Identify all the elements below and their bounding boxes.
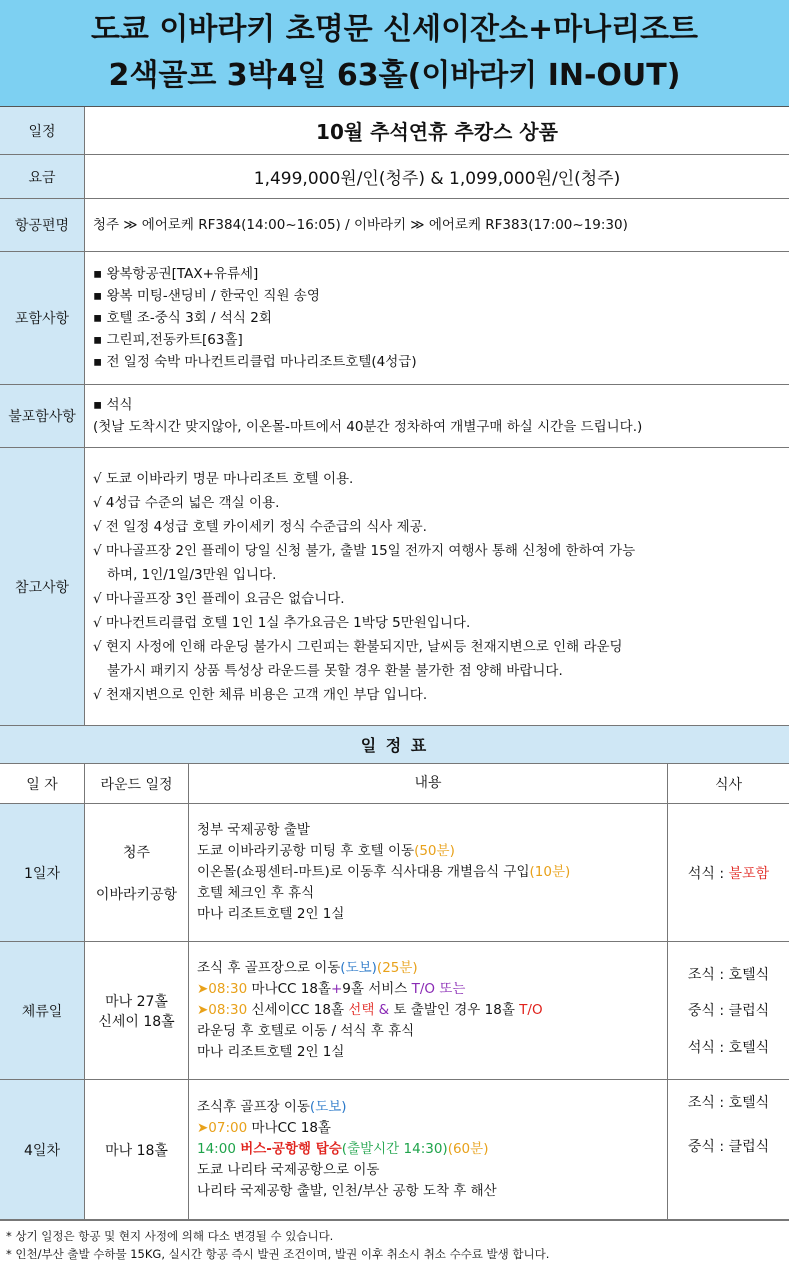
schedule-table-header: 일 정 표 (0, 726, 789, 764)
list-item: ▪ 그린피,전동카트[63홀] (93, 332, 243, 348)
round-text: 마나 18홀 (105, 1142, 168, 1159)
schedule-label: 일정 (0, 107, 85, 154)
schedule-columns (0, 764, 789, 804)
title-line-2: 2색골프 3박4일 63홀(이바라키 IN-OUT) (108, 58, 681, 93)
meal-cell: 석식 : 불포함 (687, 865, 770, 882)
list-item: √ 현지 사정에 인해 라운딩 불가시 그린피는 환불되지만, 날씨등 천재지변으로 인해 라운딩 (93, 638, 623, 655)
price-label: 요금 (0, 155, 85, 198)
itinerary-line: 이온몰(쇼핑센터-마트)로 이동후 식사대용 개별음식 구입(10분) (197, 864, 571, 880)
price-value: 1,499,000원/인(청주) & 1,099,000원/인(청주) (253, 169, 621, 189)
itinerary-line: ➤07:00 마나CC 18홀 (197, 1120, 331, 1136)
table-row (0, 1080, 789, 1220)
itinerary-line: 호텔 체크인 후 휴식 (197, 885, 315, 901)
notes-row (0, 448, 789, 726)
schedule-value: 10월 추석연휴 추캉스 상품 (316, 120, 558, 144)
itinerary-line: 마나 리조트호텔 2인 1실 (197, 1044, 345, 1060)
flight-value: 청주 ≫ 에어로케 RF384(14:00~16:05) / 이바라키 ≫ 에어로케 RF383(17:00~19:30) (93, 217, 628, 233)
list-item: (첫날 도착시간 맞지않아, 이온몰-마트에서 40분간 정차하여 개별구매 하실 시간을 드립니다.) (93, 419, 643, 435)
list-item: ▪ 왕복항공권[TAX+유류세] (93, 266, 259, 282)
itinerary-line: 조식후 골프장 이동(도보) (197, 1099, 347, 1115)
itinerary-line: 라운딩 후 호텔로 이동 / 석식 후 휴식 (197, 1023, 415, 1039)
day-label: 4일차 (0, 1080, 85, 1219)
title-line-1: 도쿄 이바라키 초명문 신세이잔소+마나리조트 (90, 12, 699, 47)
itinerary-line: 마나 리조트호텔 2인 1실 (197, 906, 345, 922)
price-row (0, 155, 789, 199)
list-item: ▪ 전 일정 숙박 마나컨트리클럽 마나리조트호텔(4성급) (93, 354, 417, 370)
list-item: √ 마나골프장 3인 플레이 요금은 없습니다. (93, 590, 345, 607)
itinerary-line: 14:00 버스-공항행 탑승(출발시간 14:30)(60분) (197, 1141, 489, 1157)
column-header: 일 자 (0, 764, 85, 803)
itinerary-line: 청부 국제공항 출발 (197, 822, 310, 838)
excluded-label: 불포함사항 (0, 385, 85, 447)
list-item: ▪ 석식 (93, 397, 133, 413)
meal-cell: 조식 : 호텔식 중식 : 클럽식 (687, 1095, 770, 1155)
flight-label: 항공편명 (0, 199, 85, 251)
footer-notes (0, 1220, 789, 1269)
table-row (0, 804, 789, 942)
notes-label: 참고사항 (0, 448, 85, 725)
flight-row (0, 199, 789, 252)
page-title (0, 0, 789, 107)
day-label: 1일자 (0, 804, 85, 941)
round-text: 이바라키공항 (95, 886, 178, 903)
itinerary-line: ➤08:30 신세이CC 18홀 선택 & 토 출발인 경우 18홀 T/O (197, 1002, 543, 1018)
excluded-row (0, 385, 789, 448)
meal-cell: 조식 : 호텔식 중식 : 클럽식 석식 : 호텔식 (687, 967, 770, 1056)
list-item: √ 마나골프장 2인 플레이 당일 신청 불가, 출발 15일 전까지 여행사 통해 신청에 한하여 가능 (93, 542, 636, 559)
list-item: √ 마나컨트리클럽 호텔 1인 1실 추가요금은 1박당 5만원입니다. (93, 614, 471, 631)
list-item: √ 도쿄 이바라키 명문 마나리조트 호텔 이용. (93, 470, 354, 487)
list-item: 불가시 패키지 상품 특성상 라운드를 못할 경우 환불 불가한 점 양해 바랍니다. (107, 662, 563, 679)
column-header: 식사 (714, 776, 743, 793)
table-row (0, 942, 789, 1080)
itinerary-line: 도쿄 나리타 국제공항으로 이동 (197, 1162, 380, 1178)
column-header: 내용 (189, 764, 668, 803)
list-item: ▪ 호텔 조-중식 3회 / 석식 2회 (93, 310, 272, 326)
column-header: 라운드 일정 (85, 764, 189, 803)
round-text: 신세이 18홀 (98, 1013, 175, 1030)
list-item: √ 4성급 수준의 넓은 객실 이용. (93, 494, 280, 511)
round-text: 청주 (122, 844, 151, 861)
list-item: √ 천재지변으로 인한 체류 비용은 고객 개인 부담 입니다. (93, 686, 428, 703)
included-label: 포함사항 (0, 252, 85, 384)
itinerary-line: 나리타 국제공항 출발, 인천/부산 공항 도착 후 해산 (197, 1183, 497, 1199)
list-item: ▪ 왕복 미팅-샌딩비 / 한국인 직원 송영 (93, 288, 320, 304)
included-row (0, 252, 789, 385)
footer-note: * 상기 일정은 항공 및 현지 사정에 의해 다소 변경될 수 있습니다. (6, 1229, 334, 1243)
itinerary-line: ➤08:30 마나CC 18홀+9홀 서비스 T/O 또는 (197, 981, 466, 997)
footer-note: * 인천/부산 출발 수하물 15KG, 실시간 항공 즉시 발권 조건이며, 발권 이후 취소시 취소 수수료 발생 합니다. (6, 1247, 550, 1261)
day-label: 체류일 (0, 942, 85, 1079)
list-item: √ 전 일정 4성급 호텔 카이세키 정식 수준급의 식사 제공. (93, 518, 427, 535)
itinerary-line: 도쿄 이바라키공항 미팅 후 호텔 이동(50분) (197, 843, 455, 859)
round-text: 마나 27홀 (105, 993, 168, 1010)
list-item: 하며, 1인/1일/3만원 입니다. (107, 566, 277, 583)
schedule-row (0, 107, 789, 155)
itinerary-line: 조식 후 골프장으로 이동(도보)(25분) (197, 960, 418, 976)
